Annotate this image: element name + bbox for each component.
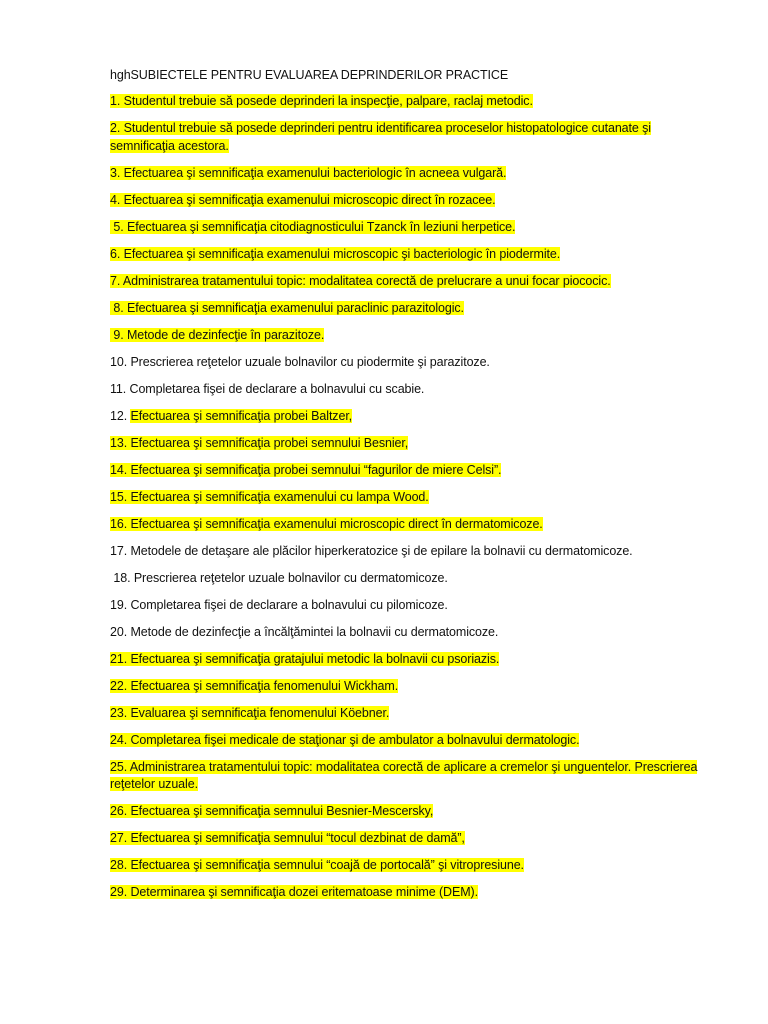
list-item-25 [110, 759, 710, 794]
highlighted-text: 1. Studentul trebuie să posede deprinderi la inspecţie, palpare, raclaj metodic. [110, 94, 533, 108]
highlighted-text: 5. Efectuarea şi semnificaţia citodiagnosticului Tzanck în leziuni herpetice. [110, 219, 516, 234]
highlighted-text: 21. Efectuarea şi semnificaţia gratajului metodic la bolnavii cu psoriazis. [110, 651, 500, 666]
highlighted-text: 23. Evaluarea şi semnificaţia fenomenului Köebner. [110, 705, 390, 720]
list-item-18 [110, 570, 710, 588]
list-item-26 [110, 803, 710, 821]
list-item-29 [110, 884, 710, 902]
item-text: 20. Metode de dezinfecţie a încălţămintei la bolnavii cu dermatomicoze. [110, 624, 499, 639]
highlighted-text: 16. Efectuarea şi semnificaţia examenului microscopic direct în dermatomicoze. [110, 516, 543, 531]
list-item-8 [110, 300, 710, 318]
list-item-24 [110, 732, 710, 750]
highlighted-text: 7. Administrarea tratamentului topic: modalitatea corectă de prelucrare a unui focar piococic. [110, 273, 611, 288]
list-item-9 [110, 327, 710, 345]
list-item-17 [110, 543, 710, 561]
highlighted-text: Efectuarea şi semnificaţia probei Baltzer, [130, 408, 353, 423]
item-text: 11. Completarea fişei de declarare a bolnavului cu scabie. [110, 381, 425, 396]
list-item-27 [110, 830, 710, 848]
list-item-6 [110, 246, 710, 264]
highlighted-text: 29. Determinarea şi semnificaţia dozei eritematoase minime (DEM). [110, 885, 478, 899]
list-item-14 [110, 462, 710, 480]
list-item-3 [110, 165, 710, 183]
highlighted-text: 24. Completarea fişei medicale de staţionar şi de ambulator a bolnavului dermatologic. [110, 732, 580, 747]
item-number: 12. [110, 408, 131, 423]
list-item-23 [110, 705, 710, 723]
document-title: hghSUBIECTELE PENTRU EVALUAREA DEPRINDERILOR PRACTICE [110, 68, 509, 82]
list-item-20 [110, 624, 710, 642]
item-text: 19. Completarea fişei de declarare a bolnavului cu pilomicoze. [110, 597, 448, 612]
list-item-21 [110, 651, 710, 669]
highlighted-text: 28. Efectuarea şi semnificaţia semnului “coajă de portocală” şi vitropresiune. [110, 858, 524, 872]
item-text: 17. Metodele de detaşare ale plăcilor hiperkeratozice şi de epilare la bolnavii cu dermatomicoze. [110, 543, 633, 558]
list-item-28 [110, 857, 710, 875]
document-body [110, 67, 710, 911]
highlighted-text: 26. Efectuarea şi semnificaţia semnului Besnier-Mescersky, [110, 804, 434, 818]
highlighted-text: 13. Efectuarea şi semnificaţia probei semnului Besnier, [110, 435, 409, 450]
list-item-13 [110, 435, 710, 453]
highlighted-text: 3. Efectuarea şi semnificaţia examenului bacteriologic în acneea vulgară. [110, 165, 507, 180]
list-item-15 [110, 489, 710, 507]
list-item-2 [110, 120, 710, 155]
list-item-16 [110, 516, 710, 534]
list-item-11 [110, 381, 710, 399]
list-item-5 [110, 219, 710, 237]
highlighted-text: 4. Efectuarea şi semnificaţia examenului microscopic direct în rozacee. [110, 192, 496, 207]
highlighted-text: 27. Efectuarea şi semnificaţia semnului “tocul dezbinat de damă”, [110, 831, 465, 845]
item-text: 18. Prescrierea reţetelor uzuale bolnavilor cu dermatomicoze. [110, 570, 448, 585]
item-text: 10. Prescrierea reţetelor uzuale bolnavilor cu piodermite şi parazitoze. [110, 354, 490, 369]
highlighted-text: 2. Studentul trebuie să posede deprinderi pentru identificarea proceselor histopatologice cutanate şi semnificaţia acestora. [110, 121, 651, 153]
highlighted-text: 25. Administrarea tratamentului topic: modalitatea corectă de aplicare a cremelor şi unguentelor. Prescrierea reţetelor uzuale. [110, 759, 698, 791]
list-item-7 [110, 273, 710, 291]
list-item-10 [110, 354, 710, 372]
highlighted-text: 9. Metode de dezinfecţie în parazitoze. [110, 327, 325, 342]
list-item-22 [110, 678, 710, 696]
highlighted-text: 8. Efectuarea şi semnificaţia examenului paraclinic parazitologic. [110, 300, 464, 315]
list-item-4 [110, 192, 710, 210]
highlighted-text: 6. Efectuarea şi semnificaţia examenului microscopic şi bacteriologic în piodermite. [110, 246, 561, 261]
highlighted-text: 22. Efectuarea şi semnificaţia fenomenului Wickham. [110, 678, 399, 693]
highlighted-text: 15. Efectuarea şi semnificaţia examenului cu lampa Wood. [110, 489, 429, 504]
list-item-12 [110, 408, 710, 426]
list-item-1 [110, 93, 710, 111]
list-item-19 [110, 597, 710, 615]
highlighted-text: 14. Efectuarea şi semnificaţia probei semnului “fagurilor de miere Celsi”. [110, 462, 502, 477]
